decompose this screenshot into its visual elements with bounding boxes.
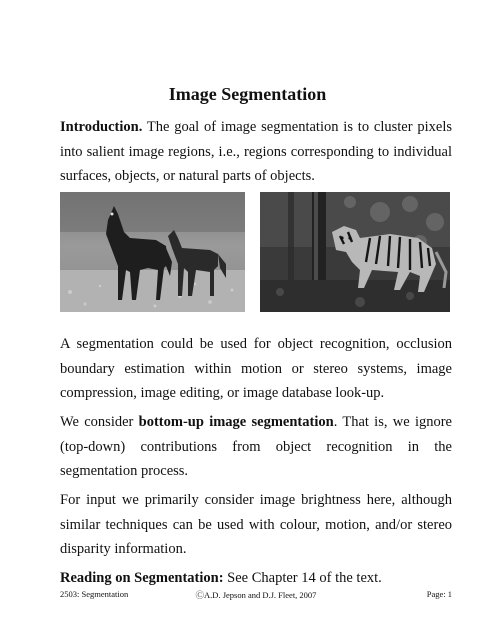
intro-text: The goal of image segmentation is to cluster pixels into salient image regions, i.e., regions corresponding to individual surfaces, objects, or natural parts of objects. <box>60 119 452 184</box>
bottom-up-text-before: We consider <box>60 414 139 430</box>
input-paragraph: For input we primarily consider image brightness here, although similar techniques can be used with colour, motion, and/or stereo disparity information. <box>60 492 452 557</box>
reading-paragraph <box>60 566 452 591</box>
horses-photo <box>60 192 245 312</box>
reading-heading: Reading on Segmentation: <box>60 570 224 586</box>
segmentation-uses-paragraph: A segmentation could be used for object recognition, occlusion boundary estimation within motion or stereo systems, image compression, image editing, or image database look-up. <box>60 336 452 401</box>
footer-page-number: Page: 1 <box>426 589 452 599</box>
bottom-up-text-after: . That is, we ignore (top-down) contributions from object recognition in the segmentation process. <box>60 414 452 479</box>
tiger-photo <box>260 192 450 312</box>
intro-heading: Introduction. <box>60 119 143 135</box>
page-footer <box>60 589 452 603</box>
page-title: Image Segmentation <box>168 84 327 104</box>
bottom-up-paragraph <box>60 410 452 484</box>
reading-text: See Chapter 14 of the text. <box>223 570 382 586</box>
intro-paragraph <box>60 115 452 189</box>
bottom-up-term: bottom-up image segmentation <box>138 414 334 430</box>
footer-copyright: ⒸA.D. Jepson and D.J. Fleet, 2007 <box>195 590 317 600</box>
footer-course: 2503: Segmentation <box>60 589 129 599</box>
